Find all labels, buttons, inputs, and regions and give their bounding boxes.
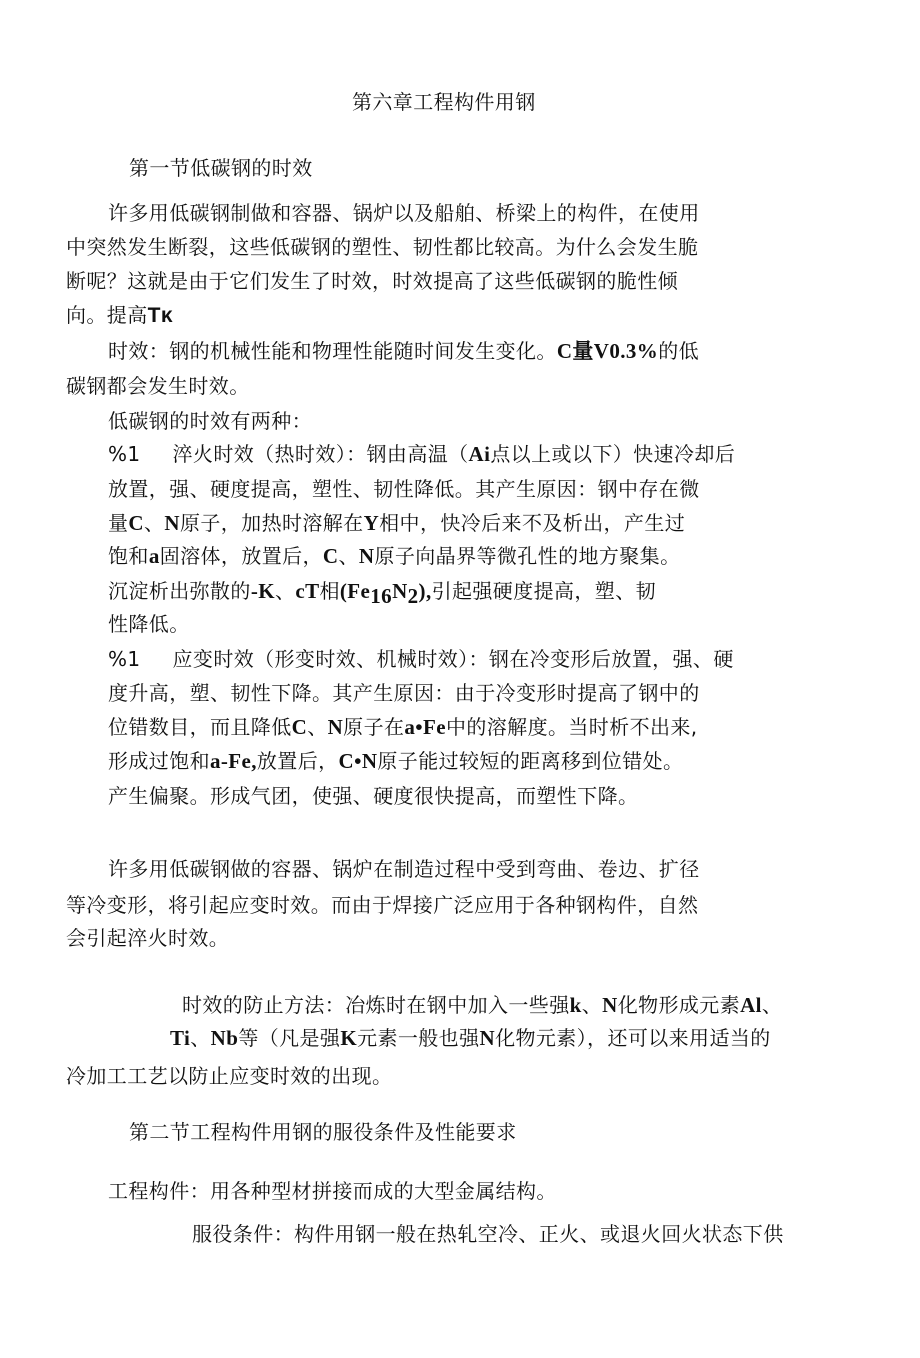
type2-line2: 度升高，塑、韧性下降。其产生原因：由于冷变形时提高了钢中的: [108, 681, 700, 705]
para1-line2: 中突然发生断裂，这些低碳钢的塑性、韧性都比较高。为什么会发生脆: [66, 235, 699, 259]
type1-text: 淬火时效（热时效）：钢由高温（: [172, 442, 469, 466]
type1-line4: [108, 543, 680, 569]
section1-heading: 第一节低碳钢的时效: [129, 156, 313, 180]
t2l3a: 位错数目，而且降低: [108, 715, 292, 739]
t1l5b3: (Fe: [339, 579, 371, 603]
t1l5d: 相: [319, 579, 340, 603]
tk-symbol: Tκ: [147, 304, 173, 327]
type1-bold: Ai: [468, 442, 491, 466]
pl2b3: K: [340, 1026, 358, 1050]
chapter-title: 第六章工程构件用钢: [352, 90, 536, 114]
type1-line6: 性降低。: [108, 612, 190, 636]
type1-tail: 点以上或以下）快速冷却后: [490, 442, 736, 466]
prevent-line1: [182, 992, 782, 1018]
type2-line1: [108, 646, 734, 672]
t1l5b2: cT: [295, 579, 320, 603]
section2-definition: 工程构件：用各种型材拼接而成的大型金属结构。: [108, 1179, 557, 1203]
t1l4c: 固溶体，放置后，: [159, 544, 323, 568]
t2l4b2: C•N: [338, 749, 378, 773]
t1l5c: 、: [274, 579, 296, 603]
t1l4d: 、: [338, 544, 359, 568]
def-tail: 的低: [658, 339, 700, 363]
t1l5b5: ),: [418, 579, 432, 603]
t1l4a: 饱和: [108, 544, 149, 568]
t1l4e: 原子向晶界等微孔性的地方聚集。: [374, 544, 681, 568]
type1-line1: [108, 441, 735, 467]
para1-line4: [66, 302, 173, 329]
t1l4b1: a: [148, 544, 160, 568]
pl1c: 、: [581, 993, 603, 1017]
t1l3b3: Y: [363, 511, 380, 535]
t1l3d: 原子，加热时溶解在: [179, 511, 364, 535]
cold-para-line2: 等冷变形，将引起应变时效。而由于焊接广泛应用于各种钢构件，自然: [66, 893, 699, 917]
prevent-line3: 冷加工工艺以防止应变时效的出现。: [66, 1064, 393, 1088]
t2l3b3: a•Fe: [404, 715, 446, 739]
def-bold: C量V0.3%: [556, 339, 659, 363]
prevent-line2: [170, 1025, 771, 1051]
t2l4a: 形成过饱和: [108, 749, 210, 773]
type2-line4: [108, 748, 683, 774]
type2-line5: 产生偏聚。形成气团，使强、硬度很快提高，而塑性下降。: [108, 784, 639, 808]
type1-line2: 放置，强、硬度提高，塑性、韧性降低。其产生原因：钢中存在微: [108, 477, 700, 501]
t1l4b3: N: [358, 544, 375, 568]
pl1b2: N: [602, 993, 618, 1017]
section2-heading: 第二节工程构件用钢的服役条件及性能要求: [129, 1120, 517, 1144]
para1-text: 向。提高: [66, 303, 148, 327]
t2l3e: 中的溶解度。当时析不出来,: [445, 715, 698, 739]
pl2b2: Nb: [210, 1026, 239, 1050]
pl1e: 、: [761, 993, 783, 1017]
pl2b4: N: [479, 1026, 496, 1050]
t2l3b1: C: [291, 715, 308, 739]
t1l5sub1: 16: [370, 584, 393, 608]
cold-para-line1: 许多用低碳钢做的容器、锅炉在制造过程中受到弯曲、卷边、扩径: [108, 857, 700, 881]
t1l3b2: N: [164, 511, 180, 535]
t1l3c: 、: [143, 511, 165, 535]
t1l3b1: C: [128, 511, 144, 535]
pl1a: 时效的防止方法：冶炼时在钢中加入一些强: [182, 993, 570, 1017]
pl1b3: Al: [740, 993, 762, 1017]
type2-marker: %1: [108, 647, 141, 671]
type1-marker: %1: [108, 442, 141, 466]
t2l4d: 原子能过较短的距离移到位错处。: [377, 749, 684, 773]
para1-line1: 许多用低碳钢制做和容器、锅炉以及船舶、桥梁上的构件，在使用: [108, 201, 700, 225]
pl2b1: Ti: [170, 1026, 191, 1050]
t2l3b2: N: [327, 715, 344, 739]
pl2c: 、: [190, 1026, 211, 1050]
t1l5sub2: 2: [407, 584, 419, 608]
t2l4c: 放置后，: [256, 749, 339, 773]
para1-line3: 断呢？这就是由于它们发生了时效，时效提高了这些低碳钢的脆性倾: [66, 269, 678, 293]
t2l4b1: a-Fe,: [210, 749, 257, 773]
t1l3e: 相中，快冷后来不及析出，产生过: [379, 511, 686, 535]
t1l5e: 引起强硬度提高，塑、韧: [431, 579, 656, 603]
t2l3c: 、: [307, 715, 328, 739]
section2-service: 服役条件：构件用钢一般在热轧空冷、正火、或退火回火状态下供: [192, 1222, 784, 1246]
pl1d: 化物形成元素: [617, 993, 741, 1017]
pl2d: 等（凡是强: [238, 1026, 341, 1050]
def-text: 时效：钢的机械性能和物理性能随时间发生变化。: [108, 339, 557, 363]
t1l5b4: N: [392, 579, 408, 603]
t1l4b2: C: [322, 544, 339, 568]
type2-line3: [108, 714, 698, 740]
cold-para-line3: 会引起淬火时效。: [66, 926, 230, 950]
pl1b1: k: [569, 993, 582, 1017]
t1l5a: 沉淀析出弥散的: [108, 579, 251, 603]
type2-text: 应变时效（形变时效、机械时效）：钢在冷变形后放置，强、硬: [172, 647, 734, 671]
type1-line3: [108, 510, 685, 536]
t1l3a: 量: [108, 511, 129, 535]
t1l5b1: -K: [250, 579, 275, 603]
pl2f: 化物元素），还可以来用适当的: [495, 1026, 771, 1050]
t2l3d: 原子在: [343, 715, 405, 739]
aging-definition-line2: 碳钢都会发生时效。: [66, 374, 250, 398]
aging-definition-line1: [108, 338, 699, 364]
types-intro: 低碳钢的时效有两种：: [108, 409, 312, 433]
pl2e: 元素一般也强: [357, 1026, 480, 1050]
type1-line5: [108, 578, 656, 608]
